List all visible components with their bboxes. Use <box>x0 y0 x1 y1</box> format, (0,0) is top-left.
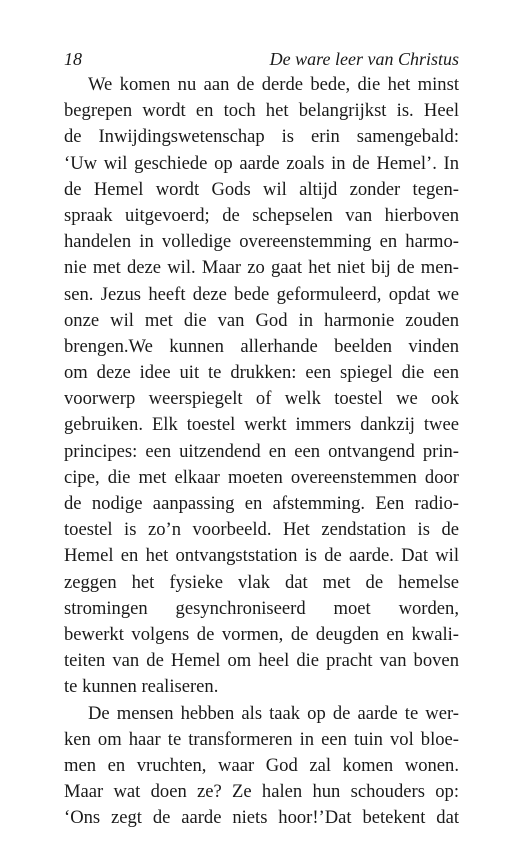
document-page <box>64 46 459 831</box>
text-line: Hemel en het ontvangststation is de aarde. Dat wil <box>64 545 459 567</box>
text-line: De mensen hebben als taak op de aarde te wer- <box>88 702 459 724</box>
text-line: principes: een uitzendend en een ontvangend prin- <box>64 440 459 462</box>
text-line: toestel is zo’n voorbeeld. Het zendstation is de <box>64 519 459 541</box>
text-line: We komen nu aan de derde bede, die het minst <box>88 74 459 95</box>
text-line: stromingen gesynchroniseerd moet worden, <box>64 597 459 619</box>
body-text <box>64 72 459 831</box>
text-line: nie met deze wil. Maar zo gaat het niet bij de men- <box>64 257 459 279</box>
page-number: 18 <box>64 49 82 69</box>
text-line: de Inwijdingswetenschap is erin samengebald: <box>64 126 459 148</box>
paragraph-2 <box>64 701 459 832</box>
text-line: ‘Uw wil geschiede op aarde zoals in de Hemel’. In <box>64 152 459 174</box>
text-line: teiten van de Hemel om heel die pracht van boven <box>64 650 459 672</box>
text-line: zeggen het fysieke vlak dat met de hemelse <box>64 571 459 593</box>
paragraph-1 <box>64 72 459 701</box>
text-line: sen. Jezus heeft deze bede geformuleerd, opdat we <box>64 283 459 305</box>
running-header <box>64 46 459 72</box>
text-line: handelen in volledige overeenstemming en harmo- <box>64 231 459 253</box>
text-line: de Hemel wordt Gods wil altijd zonder tegen- <box>64 178 459 200</box>
text-line: brengen.We kunnen allerhande beelden vinden <box>64 335 459 357</box>
text-line: ‘Ons zegt de aarde niets hoor!’Dat betekent dat <box>64 807 459 829</box>
text-line: bewerkt volgens de vormen, de deugden en kwali- <box>64 623 459 645</box>
text-line: ken om haar te transformeren in een tuin vol bloe- <box>64 728 459 750</box>
text-line: gebruiken. Elk toestel werkt immers dankzij twee <box>64 414 459 436</box>
text-line: begrepen wordt en toch het belangrijkst is. Heel <box>64 100 459 122</box>
text-line: onze wil met die van God in harmonie zouden <box>64 309 459 331</box>
text-line: voorwerp weerspiegelt of welk toestel we ook <box>64 388 459 410</box>
book-title: De ware leer van Christus <box>269 49 459 69</box>
text-line: te kunnen realiseren. <box>64 676 219 698</box>
text-line: cipe, die met elkaar moeten overeenstemmen door <box>64 466 459 488</box>
text-line: men en vruchten, waar God zal komen wonen. <box>64 754 459 776</box>
text-line: de nodige aanpassing en afstemming. Een radio- <box>64 493 459 514</box>
text-line: spraak uitgevoerd; de schepselen van hierboven <box>64 204 459 226</box>
text-line: om deze idee uit te drukken: een spiegel die een <box>64 362 459 384</box>
text-line: Maar wat doen ze? Ze halen hun schouders op: <box>64 781 459 803</box>
